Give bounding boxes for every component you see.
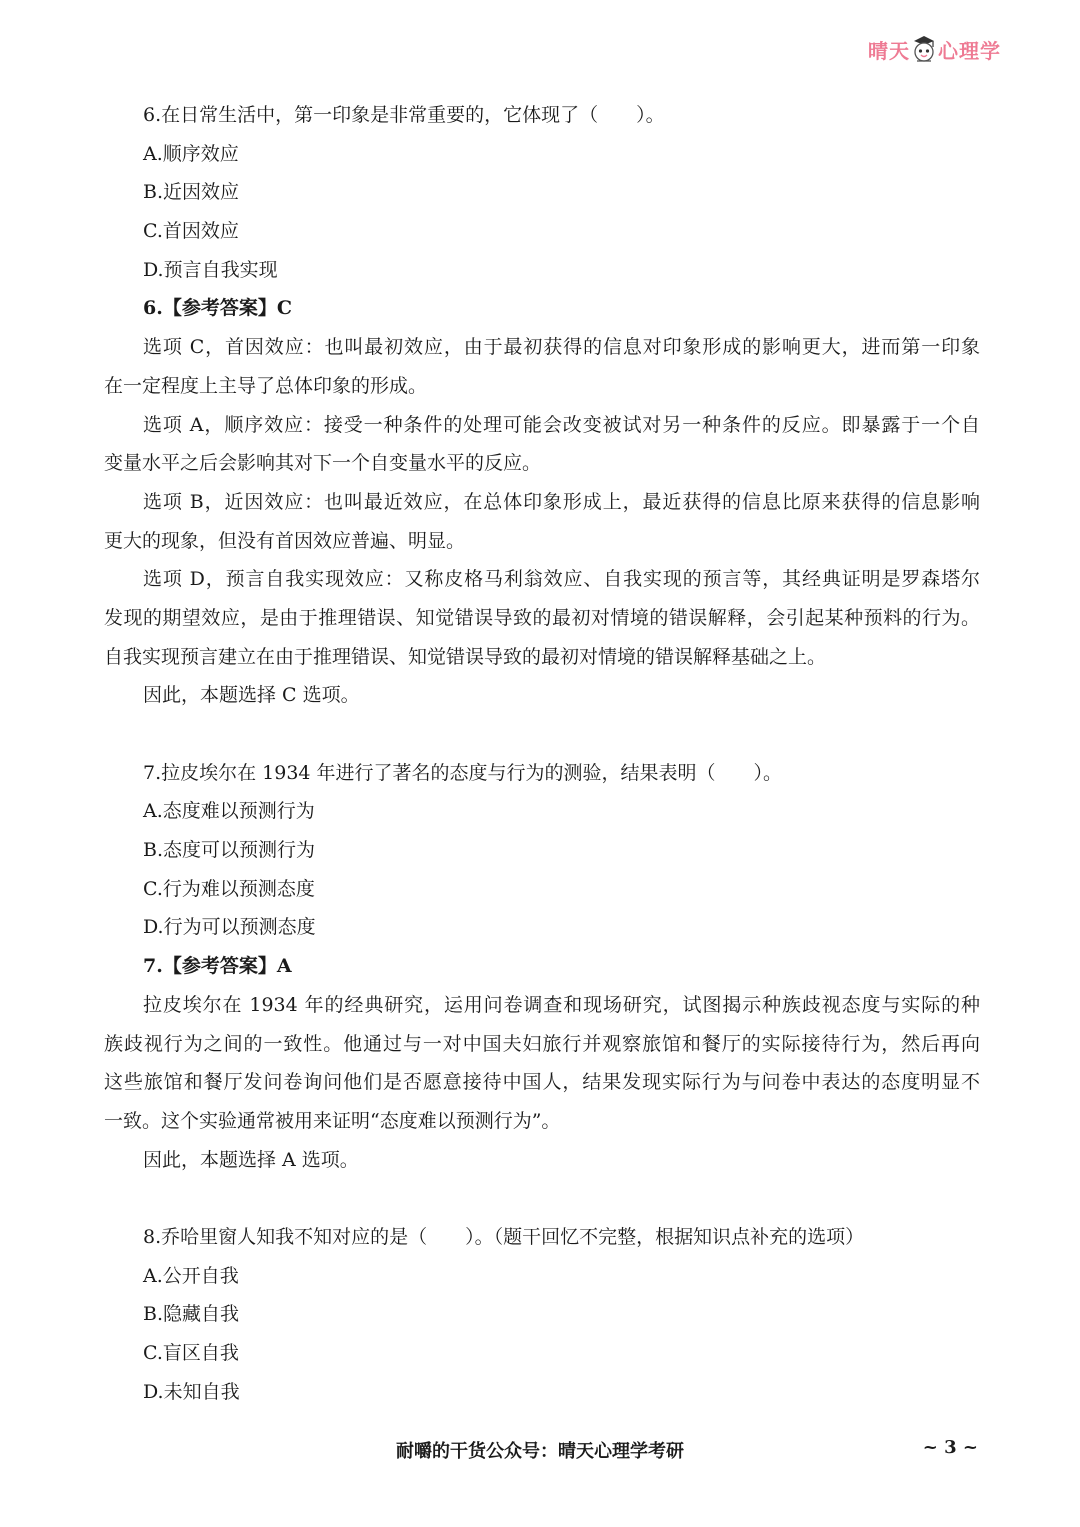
q8-option-c: C.盲区自我 [143,1342,239,1364]
q7-conclusion: 因此，本题选择 A 选项。 [143,1148,359,1171]
page-footer [0,1433,1080,1467]
question-7-stem: 7.拉皮埃尔在 1934 年进行了著名的态度与行为的测验，结果表明（ ）。 [143,761,783,784]
q6-answer: 6.【参考答案】C [143,297,292,320]
q6-explanation-line: 选项 C，首因效应：也叫最初效应，由于最初获得的信息对印象形成的影响更大，进而第一印象 [143,336,980,359]
q7-explanation-line: 一致。这个实验通常被用来证明“态度难以预测行为”。 [104,1109,561,1132]
logo-text-right: 心理学 [938,38,1001,63]
q6-option-b: B.近因效应 [143,181,240,204]
cartoon-student-icon [911,34,937,64]
q6-explanation-line: 变量水平之后会影响其对下一个自变量水平的反应。 [104,452,542,475]
q7-option-d: D.行为可以预测态度 [143,916,316,939]
document-body [104,96,980,1411]
q6-explanation-line: 发现的期望效应，是由于推理错误、知觉错误导致的最初对情境的错误解释，会引起某种预料的行为。 [104,606,980,629]
q6-explanation-line: 在一定程度上主导了总体印象的形成。 [104,374,428,397]
question-8-stem: 8.乔哈里窗人知我不知对应的是（ ）。（题干回忆不完整，根据知识点补充的选项） [143,1225,865,1248]
q7-explanation-line: 这些旅馆和餐厅发问卷询问他们是否愿意接待中国人，结果发现实际行为与问卷中表达的态度明显不 [104,1071,980,1094]
spacer [104,715,980,754]
q6-option-a: A.顺序效应 [143,142,239,165]
brand-logo [868,32,1003,66]
q8-option-a: A.公开自我 [143,1264,239,1287]
q6-option-c: C.首因效应 [143,220,239,243]
q6-conclusion: 因此，本题选择 C 选项。 [143,684,360,707]
q7-option-b: B.态度可以预测行为 [143,839,316,862]
q6-explanation-line: 选项 B，近因效应：也叫最近效应，在总体印象形成上，最近获得的信息比原来获得的信息影响 [143,490,980,513]
q8-option-d: D.未知自我 [143,1380,240,1403]
page-number: ~ 3 ~ [922,1437,978,1458]
q6-explanation-line: 自我实现预言建立在由于推理错误、知觉错误导致的最初对情境的错误解释基础之上。 [104,645,827,668]
q6-explanation-line: 选项 A，顺序效应：接受一种条件的处理可能会改变被试对另一种条件的反应。即暴露于一个自 [143,413,980,436]
q7-option-a: A.态度难以预测行为 [143,800,315,823]
question-6-stem: 6.在日常生活中，第一印象是非常重要的，它体现了（ ）。 [143,104,665,126]
q6-explanation-line: 更大的现象，但没有首因效应普遍、明显。 [104,529,466,552]
spacer [104,1179,980,1218]
logo-text-left: 晴天 [868,38,910,63]
q7-option-c: C.行为难以预测态度 [143,877,315,900]
footer-text: 耐嚼的干货公众号：晴天心理学考研 [396,1441,684,1462]
q6-option-d: D.预言自我实现 [143,258,278,281]
q7-explanation-line: 拉皮埃尔在 1934 年的经典研究，运用问卷调查和现场研究，试图揭示种族歧视态度与实际的种 [143,993,980,1016]
q7-explanation-line: 族歧视行为之间的一致性。他通过与一对中国夫妇旅行并观察旅馆和餐厅的实际接待行为，然后再向 [104,1032,980,1055]
q8-option-b: B.隐藏自我 [143,1303,240,1326]
q7-answer: 7.【参考答案】A [143,955,292,978]
q6-explanation-line: 选项 D，预言自我实现效应：又称皮格马利翁效应、自我实现的预言等，其经典证明是罗森塔尔 [143,568,980,591]
